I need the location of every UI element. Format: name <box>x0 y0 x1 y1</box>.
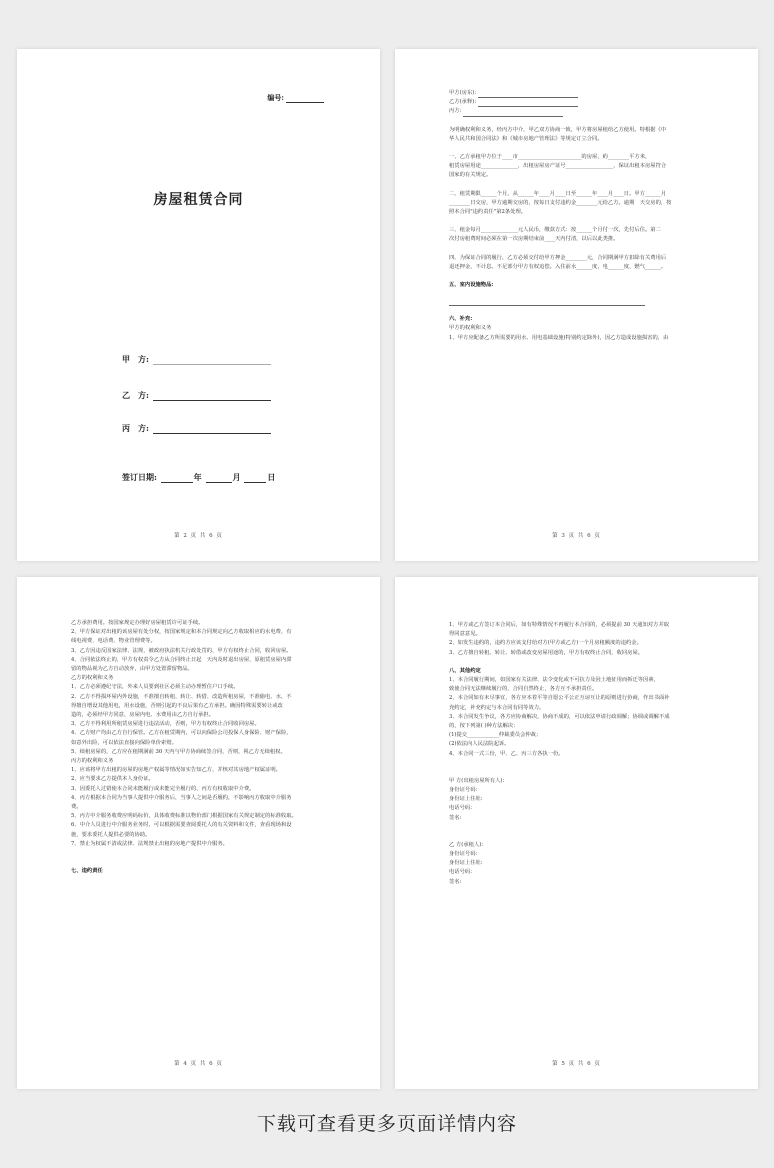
contract-page-3 <box>395 49 758 561</box>
paragraph-spacer <box>449 658 704 667</box>
text-line: 二、租赁期限______个月，从______年____月____日至______年____月____日。甲方______月 <box>449 190 667 197</box>
text-line: 充约定，补充约定与本合同有同等效力。 <box>449 704 545 711</box>
year-label: 年 <box>193 472 202 482</box>
paragraph-spacer <box>71 858 326 867</box>
text-line: 签名: <box>449 878 462 885</box>
text-line: 1、甲方或乙方签订本合同后，如有特殊情况不再履行本合同的，必须提前 30 天通知对方并取 <box>449 622 670 628</box>
field-blank <box>478 100 578 107</box>
document-title: 房屋租赁合同 <box>153 192 244 208</box>
field-label: 乙方(承释): <box>449 99 477 106</box>
party-b-label: 乙 方: <box>122 390 149 400</box>
text-line: 4、合同依法终止的，甲方有权责令乙方从合同终止日起 天内及时退出房屋，原租赁房屋内滞 <box>71 656 292 663</box>
paragraph-spacer <box>449 144 704 153</box>
text-line: 丙方的权利和义务 <box>71 758 114 765</box>
text-line: 华人民共和国合同法》和《城市房地产管理法》等规定订立合同。 <box>449 135 603 142</box>
fill-in-field <box>449 89 704 98</box>
paragraph-spacer <box>449 245 704 254</box>
party-b-field <box>122 390 271 401</box>
text-line: 次付房租费时间必须在第一次房期结束前____天内付清，以后以此类推。 <box>449 236 619 243</box>
contract-number-blank <box>286 95 324 103</box>
page-number: 第 2 页 共 6 页 <box>174 533 223 539</box>
text-line: 施，要求委托人提供必要的协助。 <box>71 831 151 838</box>
download-more-prompt: 下载可查看更多页面详情内容 <box>256 1113 517 1135</box>
sign-date-field <box>122 472 275 483</box>
page-content <box>71 619 326 876</box>
fill-in-field <box>449 98 704 107</box>
year-blank <box>161 474 193 483</box>
text-line: 1、乙方必须遵纪守法，外来人员要到社区必须主动办理暂住户口手续。 <box>71 684 239 691</box>
text-line: 身份证号码: <box>449 851 478 858</box>
field-label: 甲方(房东): <box>449 90 477 96</box>
text-line: 留的物品视为乙方自动放弃，由甲方处置滞留物品。 <box>71 666 193 673</box>
party-c-label: 丙 方: <box>122 423 149 433</box>
day-label: 日 <box>267 472 276 482</box>
paragraph-spacer <box>449 117 704 126</box>
page-content <box>449 89 704 343</box>
paragraph-spacer <box>71 849 326 858</box>
party-b-blank <box>153 392 271 401</box>
party-a-blank <box>153 356 271 365</box>
text-line: 甲 方(出租房屋所有人): <box>449 777 505 784</box>
text-line: (1)提交____________仲裁委员会仲裁； <box>449 732 542 739</box>
fill-in-field <box>449 107 704 116</box>
text-line: 4、丙方根据本合同为当事人提供中介服务后，当事人之间是否履约，不影响丙方收取中介服务 <box>71 794 292 801</box>
field-label: 丙方: <box>449 108 462 115</box>
section-heading: 八、其他约定 <box>449 667 481 674</box>
text-line: 乙 方(承租人): <box>449 841 484 848</box>
text-line: 5、续租房屋的，乙方应在租期满前 30 天内与甲方协商续签合同，否则，视乙方无续租权。 <box>71 748 286 755</box>
paragraph-spacer <box>449 823 704 832</box>
text-line: 退还押金，不计息。不足部分甲方有权追偿。入住前水______度，电______度，燃气______。 <box>449 263 667 270</box>
text-line: 身份证上住址: <box>449 796 483 803</box>
paragraph-spacer <box>449 217 704 226</box>
text-line: 2、本合同如有未尽事宜，各方应本着平等自愿公平公正互谅互让的原则进行协商，作出书面补 <box>449 695 670 702</box>
text-line: ________日交房，甲方逾期交房的，按每日支付违约金________元给乙方。逾期 天交房的，按 <box>449 199 672 206</box>
day-blank <box>244 474 266 483</box>
text-line: 如意外出险，可以依法直接向保险单价索赔。 <box>71 739 177 746</box>
text-line: 签名: <box>449 814 462 821</box>
contract-page-4 <box>17 577 380 1089</box>
contract-page-5 <box>395 577 758 1089</box>
party-a-field <box>122 354 271 365</box>
text-line: 得同意意见。 <box>449 631 481 638</box>
text-line: 线电视费、电话费、物业管理费等。 <box>71 638 156 645</box>
page-number: 第 3 页 共 6 页 <box>552 533 601 539</box>
text-line: 3、乙方不得利用所租赁房屋进行违法活动，否则，甲方有权终止合同收回房屋。 <box>71 721 260 728</box>
paragraph-spacer <box>449 290 704 299</box>
text-line: 4、本合同一式三份，甲、乙、丙三方各执一份。 <box>449 750 564 757</box>
party-a-label: 甲 方: <box>122 354 149 364</box>
paragraph-spacer <box>449 272 704 281</box>
text-line: 照本合同"违约责任"第2条处理。 <box>449 209 527 216</box>
paragraph-spacer <box>449 759 704 768</box>
text-line: 为明确权利和义务，经丙方中介，甲乙双方协商一致，甲方将房屋租给乙方使用。特根据《中 <box>449 126 667 133</box>
text-line: 身份证号码: <box>449 787 478 794</box>
text-line: 乙方承担费用。按国家规定办理好房屋租赁许可证手续。 <box>71 620 204 626</box>
month-label: 月 <box>232 472 241 482</box>
text-line: 租赁房屋用途______________，出租房屋房产证号__________________，保证出租本房屋符合 <box>449 163 667 170</box>
contract-number-label: 编号: <box>267 93 284 102</box>
text-line: 造的，必须经甲方同意，房屋内电、水费用由乙方自行承担。 <box>71 712 215 719</box>
paragraph-spacer <box>449 306 704 315</box>
text-line: 三、租金每月______________元人民币，缴款方式：按______个月付一次，先付后住。第二 <box>449 227 661 234</box>
text-line: 得擅自增设其他用电，用水设施，否则引起的不良后果有乙方承担。确因特殊需要转让或改 <box>71 702 283 709</box>
paragraph-spacer <box>449 768 704 777</box>
text-line: 2、乙方不得损坏屋内外设施，不准擅自转租、转让、转借、改造所租房屋，不准偷电、水，不 <box>71 693 292 700</box>
fill-in-line <box>449 299 645 306</box>
text-line: 5、丙方中介服务收费应明码标价，具体收费标准以物价部门根据国家有关规定制定的标准收取。 <box>71 813 297 820</box>
section-heading: 七、违约责任 <box>71 868 103 875</box>
text-line: 四、为保证合同的履行，乙方必须交付给甲方押金________元，合同期满甲方扣除有关费用后 <box>449 254 667 261</box>
text-line: 国家的有关规定。 <box>449 172 492 179</box>
section-heading: 五、室内设施物品: <box>449 282 494 289</box>
text-line: 一、乙方承租甲方位于____市________________________的房屋，約________平方米， <box>449 154 651 161</box>
text-line: 3、乙方因违反国家法律、法规，被政府执法机关行政处罚的，甲方有权终止合同，收回房屋。 <box>71 647 292 654</box>
page-number: 第 5 页 共 6 页 <box>552 1061 601 1067</box>
text-line: 乙方的权利和义务 <box>71 675 114 682</box>
text-line: 2、甲方保证对出租的该房屋有处分权，按国家规定和本合同规定向乙方收取相应的水电费、有 <box>71 629 292 636</box>
sign-date-label: 签订日期: <box>122 472 157 482</box>
text-line: 3、乙方擅自转租、转让、转借或改变房屋用途的，甲方有权终止合同，收回房屋。 <box>449 649 644 656</box>
text-line: 电话号码: <box>449 869 472 876</box>
page-number: 第 4 页 共 6 页 <box>174 1061 223 1067</box>
text-line: 4、乙方财产均由乙方自行保管。乙方在租赁期内，可以向保险公司投保人身保险、财产保险， <box>71 730 292 737</box>
text-line: 电话号码: <box>449 805 472 812</box>
text-line: 7、禁止为权属不清或法律、法规禁止出租的房地产提供中介服务。 <box>71 840 228 847</box>
text-line: 的，按下列第( )种方法解决： <box>449 723 519 730</box>
text-line: 6、中介人员进行中介服务业务时，可以根据需要查阅委托人的有关资料和文件，查看现场和设 <box>71 822 292 829</box>
text-line: 1、甲方应配备乙方所需要的用水、用电基础设施(特别约定除外)，因乙方造成设施损害的，由 <box>449 334 669 341</box>
text-line: 2、应当要求乙方提供本人身份证。 <box>71 776 154 783</box>
party-c-field <box>122 423 271 434</box>
field-blank <box>478 91 578 98</box>
text-line: (2)依法向人民法院起诉。 <box>449 741 510 748</box>
text-line: 3、本合同发生争议，各方应协商解决，协商不成的，可以依法申请行政调解；协调或调解不成 <box>449 713 670 720</box>
contract-number-field <box>267 93 324 103</box>
text-line: 1、本合同履行期间，如国家有关法律、法令变化或不可抗力及因土地征用而拆迁等因素， <box>449 677 659 684</box>
text-line: 甲方的权利和义务 <box>449 325 492 332</box>
text-line: 2、如发生违约的，违约方应该支付给对方(甲方或乙方)一个月房租额度的违约金。 <box>449 640 642 647</box>
text-line: 3、因委托人过错使本合同未能履行或未能完全履行的，丙方有权收取中介费。 <box>71 785 255 792</box>
party-c-blank <box>153 425 271 434</box>
paragraph-spacer <box>449 832 704 841</box>
text-line: 致使合同无法继续履行的，合同自然终止，各方互不承担责任。 <box>449 686 598 693</box>
section-heading: 六、补充: <box>449 316 473 323</box>
text-line: 1、应该将甲方出租的房屋的房地产权属等情况如实告知乙方，并核对其房地产权属证明。 <box>71 767 281 774</box>
page-content <box>449 621 704 887</box>
field-blank <box>463 110 563 117</box>
text-line: 身份证上住址: <box>449 860 483 867</box>
text-line: 费。 <box>71 804 82 811</box>
contract-cover-page <box>17 49 380 561</box>
month-blank <box>206 474 232 483</box>
paragraph-spacer <box>449 181 704 190</box>
